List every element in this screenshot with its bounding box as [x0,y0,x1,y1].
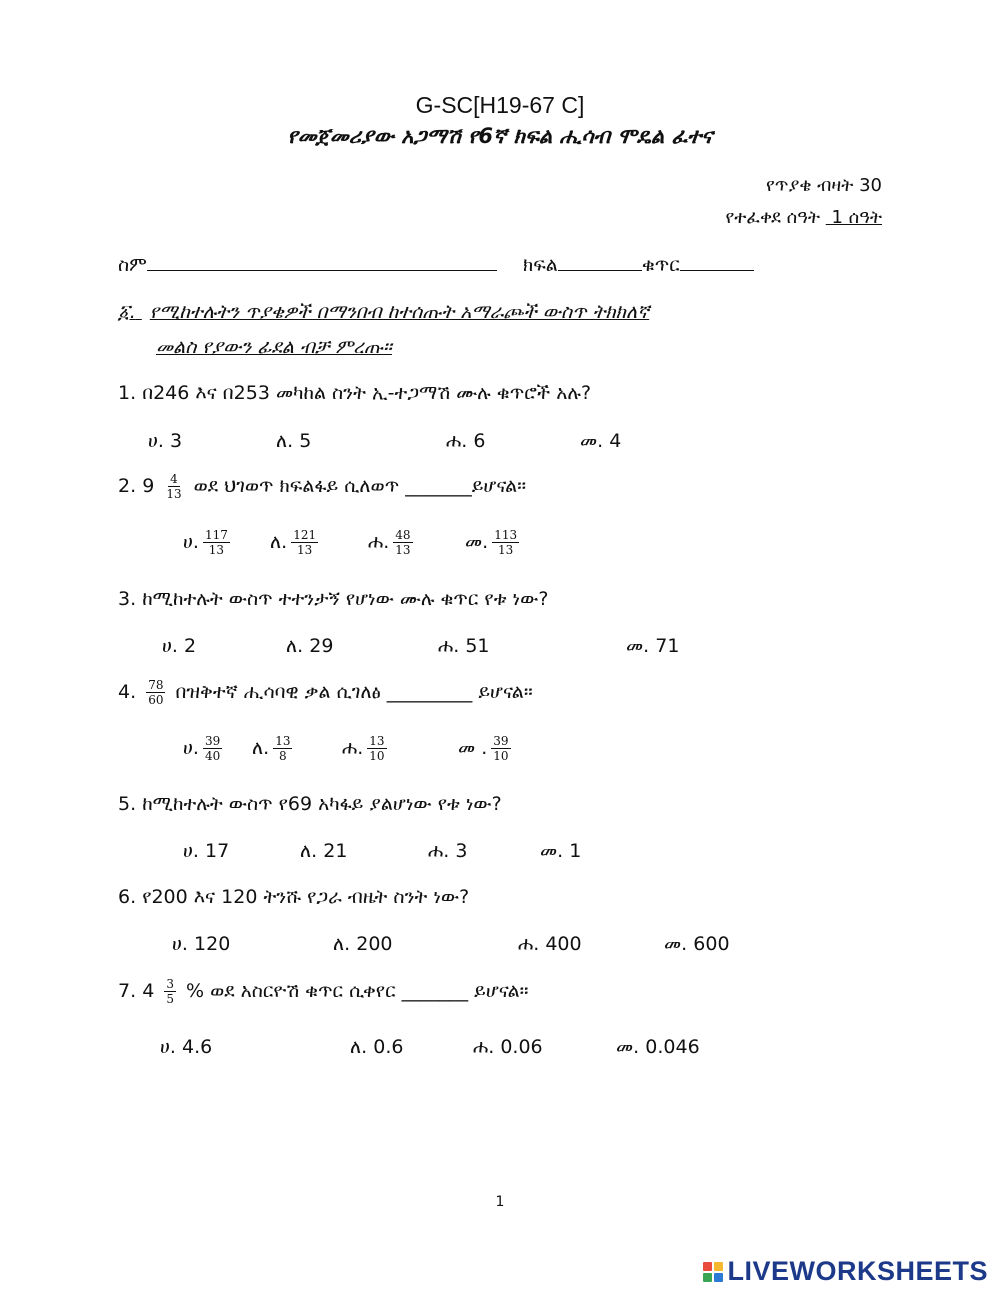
q5-option-d[interactable]: መ. 1 [540,840,582,862]
q4-option-b[interactable]: ለ. $\frac{13}{8}$ [252,734,291,763]
q5-option-c[interactable]: ሐ. 3 [428,840,468,862]
q7-option-a[interactable]: ሀ. 4.6 [160,1036,213,1058]
class-field[interactable] [558,254,642,271]
q7-option-c[interactable]: ሐ. 0.06 [473,1036,543,1058]
q1-option-b[interactable]: ለ. 5 [276,430,312,452]
q7-option-b[interactable]: ለ. 0.6 [350,1036,404,1058]
q3-option-d[interactable]: መ. 71 [626,635,680,657]
q2-fraction: $\frac{4}{13}$ [166,472,182,501]
q3-option-c[interactable]: ሐ. 51 [438,635,490,657]
name-label: ስም [118,254,147,276]
q5-option-b[interactable]: ለ. 21 [300,840,348,862]
q1-option-d[interactable]: መ. 4 [580,430,622,452]
q6-option-c[interactable]: ሐ. 400 [518,933,582,955]
class-label: ክፍል [522,254,558,276]
q3-option-b[interactable]: ለ. 29 [286,635,334,657]
question-7: 7. 4 $\frac{3}{5}$ % ወደ አስርዮሽ ቁጥር ሲቀየር _______ ይሆናል። [118,977,529,1006]
number-label: ቁጥር [641,254,680,276]
question-count: የጥያቄ ብዛት 30 [765,175,882,196]
question-1: 1. በ246 እና በ253 መካከል ስንት ኢ-ተጋማሽ ሙሉ ቁጥሮች አሉ? [118,382,592,404]
q4-option-a[interactable]: ሀ. $\frac{39}{40}$ [183,734,221,763]
time-value: 1 ሰዓት [831,207,882,228]
q1-option-c[interactable]: ሐ. 6 [446,430,486,452]
q2-option-b[interactable]: ለ. $\frac{121}{13}$ [270,528,317,557]
q4-option-c[interactable]: ሐ. $\frac{13}{10}$ [342,734,385,763]
section-instruction-line1: ፩. የሚከተሉትን ጥያቄዎች በማንበብ ከተሰጡት አማራጮች ውስጥ ትክክለኛ [118,301,650,323]
question-6: 6. የ200 እና 120 ትንሹ የጋራ ብዜት ስንት ነው? [118,886,470,908]
q4-fraction: $\frac{78}{60}$ [148,678,164,707]
question-3: 3. ከሚከተሉት ውስጥ ተተንታኝ የሆነው ሙሉ ቁጥር የቱ ነው? [118,588,549,610]
question-5: 5. ከሚከተሉት ውስጥ የ69 አካፋይ ያልሆነው የቱ ነው? [118,793,502,815]
logo-text: LIVEWORKSHEETS [727,1256,988,1286]
q6-option-a[interactable]: ሀ. 120 [172,933,231,955]
q1-option-a[interactable]: ሀ. 3 [148,430,183,452]
document-code: G-SC[H19-67 C] [415,92,585,118]
question-2: 2. 9 $\frac{4}{13}$ ወደ ህገወጥ ክፍልፋይ ሲለወጥ _______ይሆናል። [118,472,527,501]
question-4: 4. $\frac{78}{60}$ በዝቅተኛ ሒሳባዊ ቃል ሲገለፅ _________ ይሆናል። [118,678,533,707]
q7-option-d[interactable]: መ. 0.046 [616,1036,700,1058]
q2-option-c[interactable]: ሐ. $\frac{48}{13}$ [368,528,411,557]
q6-option-d[interactable]: መ. 600 [664,933,730,955]
liveworksheets-logo[interactable] [703,1256,988,1287]
q2-option-a[interactable]: ሀ. $\frac{117}{13}$ [183,528,228,557]
q7-fraction: $\frac{3}{5}$ [166,977,174,1006]
page-number: 1 [495,1194,505,1210]
q5-option-a[interactable]: ሀ. 17 [183,840,230,862]
student-info-line [118,254,754,276]
exam-title: የመጀመሪያው አጋማሽ የ6ኛ ክፍል ሒሳብ ሞዴል ፈተና [287,124,713,148]
q3-option-a[interactable]: ሀ. 2 [162,635,197,657]
section-instruction-line2: መልስ የያውን ፊደል ብቻ ምረጡ። [156,336,392,358]
q6-option-b[interactable]: ለ. 200 [333,933,393,955]
name-field[interactable] [147,254,497,271]
time-allowed [725,207,882,228]
number-field[interactable] [680,254,754,271]
q4-option-d[interactable]: መ . $\frac{39}{10}$ [458,734,509,763]
time-label: የተፈቀደ ሰዓት [725,207,821,228]
section-marker: ፩. [118,301,136,323]
logo-icon [703,1262,723,1282]
q2-option-d[interactable]: መ. $\frac{113}{13}$ [465,528,518,557]
